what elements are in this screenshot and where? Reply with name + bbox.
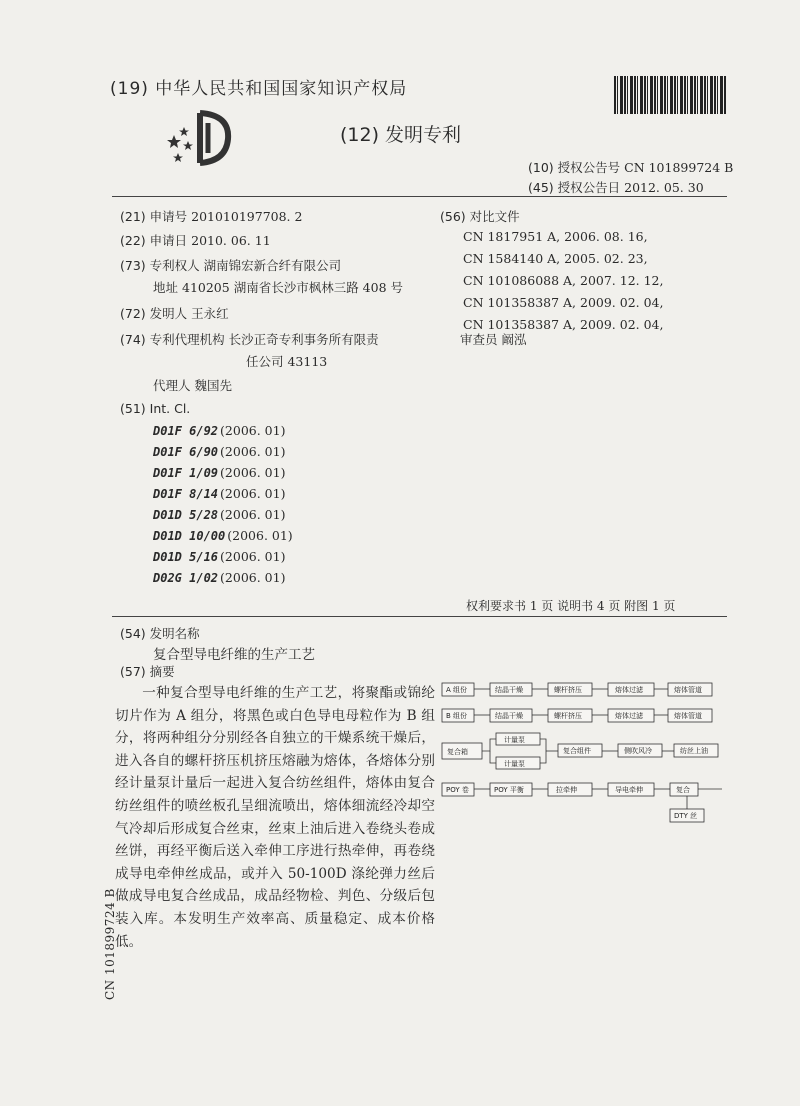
filing-date-label: (22) 申请日 <box>120 233 188 248</box>
agent-label: 代理人 <box>153 378 191 393</box>
invention-title: 复合型导电纤维的生产工艺 <box>153 647 315 663</box>
svg-text:螺杆挤压: 螺杆挤压 <box>554 712 582 720</box>
svg-text:计量泵: 计量泵 <box>504 760 525 768</box>
pub-date-label: (45) 授权公告日 <box>528 180 621 195</box>
cnipa-logo <box>160 105 235 175</box>
inventor-label: (72) 发明人 <box>120 306 188 321</box>
process-flowchart <box>440 675 740 835</box>
svg-text:计量泵: 计量泵 <box>504 736 525 744</box>
svg-text:熔体过滤: 熔体过滤 <box>615 712 643 720</box>
side-pub-number: CN 101899724 B <box>103 888 117 1000</box>
svg-text:复合箱: 复合箱 <box>447 748 468 756</box>
document-type: (12) 发明专利 <box>340 124 462 146</box>
intcl-item: D01D 5/28 (2006. 01) <box>153 507 286 522</box>
page-count-info: 权利要求书 1 页 说明书 4 页 附图 1 页 <box>466 599 676 613</box>
citation-item: CN 101086088 A, 2007. 12. 12, <box>463 273 664 288</box>
citations-label: (56) 对比文件 <box>440 209 520 224</box>
app-no-label: (21) 申请号 <box>120 209 188 224</box>
svg-text:DTY 丝: DTY 丝 <box>674 812 698 820</box>
title-label: (54) 发明名称 <box>120 626 200 641</box>
header-rule <box>112 196 727 197</box>
agency-line-2: 任公司 43113 <box>246 354 328 369</box>
svg-text:POY 平衡: POY 平衡 <box>494 786 524 794</box>
a-group-label: A 组份 <box>446 686 468 694</box>
svg-text:复合组件: 复合组件 <box>563 747 591 755</box>
barcode <box>614 76 726 114</box>
svg-text:熔体过滤: 熔体过滤 <box>615 686 643 694</box>
abstract-text: 一种复合型导电纤维的生产工艺，将聚酯或锦纶切片作为 A 组分，将黑色或白色导电母粒作为 B 组分，将两种组分分别经各自独立的干燥系统干燥后，进入各自的螺杆挤压机挤压熔融为熔体，各熔体分别经计量泵计量后一起进入复合纺丝组件，熔体由复合纺丝组件的喷丝板孔呈细流喷出，熔体细流经冷却空气冷却后形成复合丝束，丝束上油后进入卷绕头卷成丝饼，再经平衡后送入牵伸工序进行热牵伸，再卷绕成导电牵伸丝成品，或并入 50-100D 涤纶弹力丝后做成导电复合丝成品，成品经物检、判色、分级后包装入库。本发明生产效率高、质量稳定、成本价格低。 <box>115 685 435 950</box>
citation-item: CN 1817951 A, 2006. 08. 16, <box>463 229 648 244</box>
svg-text:熔体管道: 熔体管道 <box>674 686 702 694</box>
intcl-item: D01F 8/14 (2006. 01) <box>153 486 286 501</box>
intcl-label: (51) Int. Cl. <box>120 401 191 416</box>
patentee-label: (73) 专利权人 <box>120 258 200 273</box>
filing-date: 2010. 06. 11 <box>191 233 271 248</box>
examiner-label: 审查员 <box>460 332 498 347</box>
intcl-item: D02G 1/02 (2006. 01) <box>153 570 286 585</box>
inventor: 王永红 <box>191 306 229 321</box>
intcl-item: D01D 5/16 (2006. 01) <box>153 549 286 564</box>
svg-text:熔体管道: 熔体管道 <box>674 712 702 720</box>
agency-line-1: 长沙正奇专利事务所有限责 <box>228 332 379 347</box>
svg-text:螺杆挤压: 螺杆挤压 <box>554 686 582 694</box>
agency-label: (74) 专利代理机构 <box>120 332 225 347</box>
intcl-item: D01F 6/92 (2006. 01) <box>153 423 286 438</box>
svg-text:结晶干燥: 结晶干燥 <box>495 712 523 720</box>
svg-text:导电牵伸: 导电牵伸 <box>615 786 643 794</box>
b-group-label: B 组份 <box>446 712 468 720</box>
abstract-label: (57) 摘要 <box>120 664 175 679</box>
svg-text:侧吹风冷: 侧吹风冷 <box>624 747 652 755</box>
svg-text:复合: 复合 <box>676 786 690 794</box>
examiner: 阚泓 <box>501 332 527 347</box>
svg-text:拉牵伸: 拉牵伸 <box>556 786 577 794</box>
pub-date: 2012. 05. 30 <box>624 180 704 195</box>
intcl-item: D01F 1/09 (2006. 01) <box>153 465 286 480</box>
pub-number-label: (10) 授权公告号 <box>528 160 621 175</box>
citation-item: CN 1584140 A, 2005. 02. 23, <box>463 251 648 266</box>
svg-text:纺丝上油: 纺丝上油 <box>680 747 708 755</box>
address-label: 地址 <box>153 280 179 295</box>
address: 410205 湖南省长沙市枫林三路 408 号 <box>182 280 403 295</box>
svg-text:POY 卷: POY 卷 <box>446 786 469 794</box>
pub-number: CN 101899724 B <box>624 160 734 175</box>
office-name: (19) 中华人民共和国国家知识产权局 <box>110 79 408 99</box>
svg-text:结晶干燥: 结晶干燥 <box>495 686 523 694</box>
patentee: 湖南锦宏新合纤有限公司 <box>203 258 342 273</box>
agent: 魏国先 <box>194 378 233 393</box>
app-no: 201010197708. 2 <box>191 209 303 224</box>
citation-item: CN 101358387 A, 2009. 02. 04, <box>463 295 664 310</box>
intcl-item: D01D 10/00 (2006. 01) <box>153 528 293 543</box>
intcl-item: D01F 6/90 (2006. 01) <box>153 444 286 459</box>
section-rule <box>112 616 727 617</box>
citation-item: CN 101358387 A, 2009. 02. 04, <box>463 317 664 332</box>
